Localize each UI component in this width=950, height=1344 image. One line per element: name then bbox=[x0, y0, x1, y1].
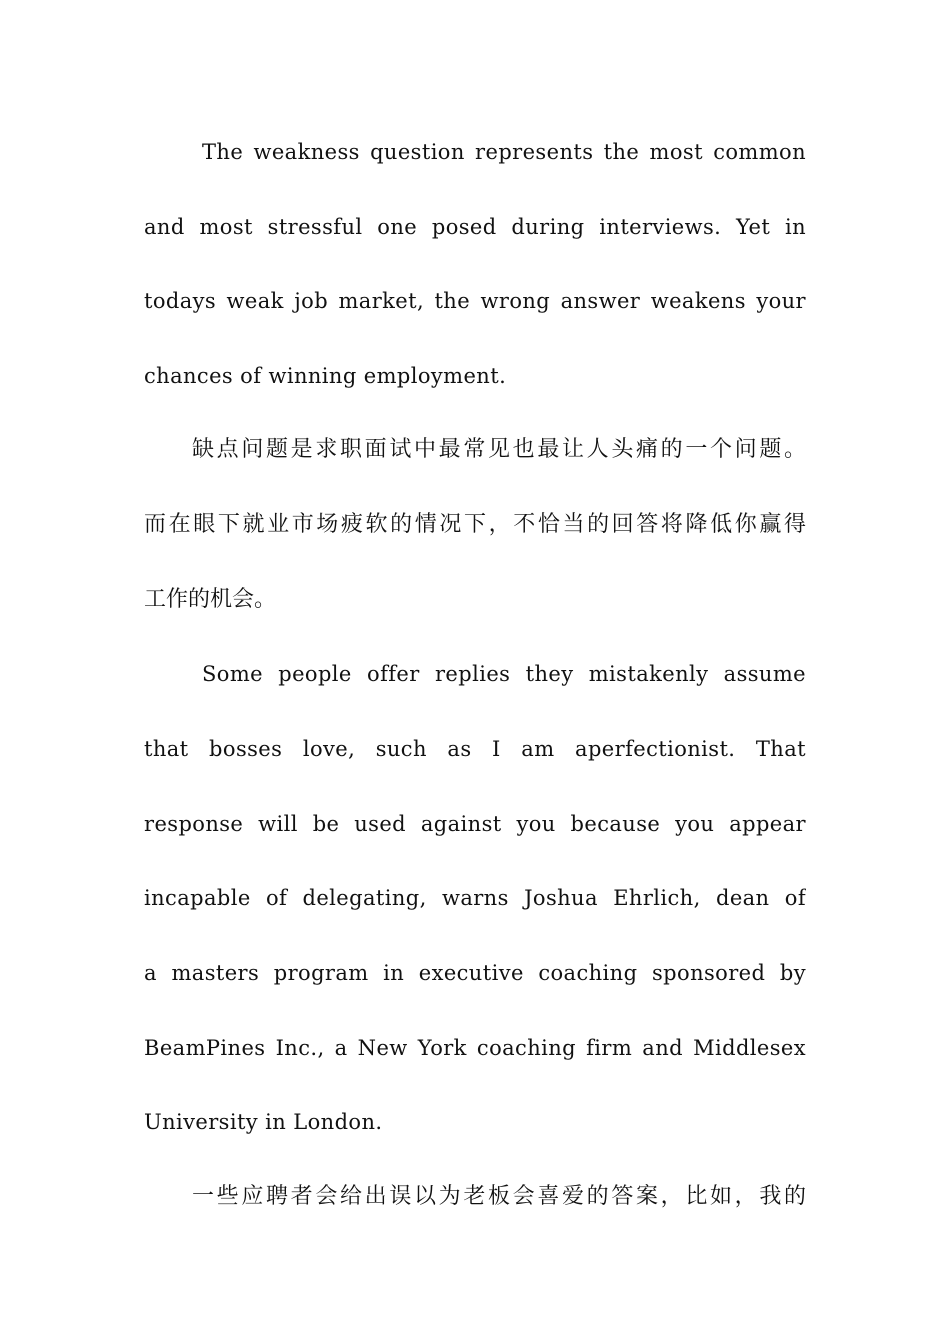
paragraph-3-line-2: that bosses love, such as I am aperfectionist. That bbox=[144, 737, 806, 761]
paragraph-1-line-3: todays weak job market, the wrong answer weakens your bbox=[144, 289, 806, 313]
paragraph-2-line-1: 缺点问题是求职面试中最常见也最让人头痛的一个问题。 bbox=[192, 437, 806, 462]
paragraph-3-line-3: response will be used against you because you appear bbox=[144, 812, 806, 836]
paragraph-1-line-2: and most stressful one posed during interviews. Yet in bbox=[144, 215, 806, 239]
paragraph-3-line-7: University in London. bbox=[144, 1110, 383, 1134]
paragraph-3-line-6: BeamPines Inc., a New York coaching firm and Middlesex bbox=[144, 1036, 806, 1060]
paragraph-3-line-5: a masters program in executive coaching sponsored by bbox=[144, 961, 806, 985]
paragraph-1-line-1: The weakness question represents the most common bbox=[202, 140, 806, 164]
paragraph-2-line-3: 工作的机会。 bbox=[144, 587, 277, 612]
paragraph-2-line-2: 而在眼下就业市场疲软的情况下，不恰当的回答将降低你赢得 bbox=[144, 512, 806, 537]
paragraph-3-line-1: Some people offer replies they mistakenly assume bbox=[202, 662, 806, 686]
paragraph-3-line-4: incapable of delegating, warns Joshua Ehrlich, dean of bbox=[144, 886, 806, 910]
paragraph-1-line-4: chances of winning employment. bbox=[144, 364, 507, 388]
paragraph-4-line-1: 一些应聘者会给出误以为老板会喜爱的答案，比如，我的 bbox=[192, 1184, 806, 1209]
